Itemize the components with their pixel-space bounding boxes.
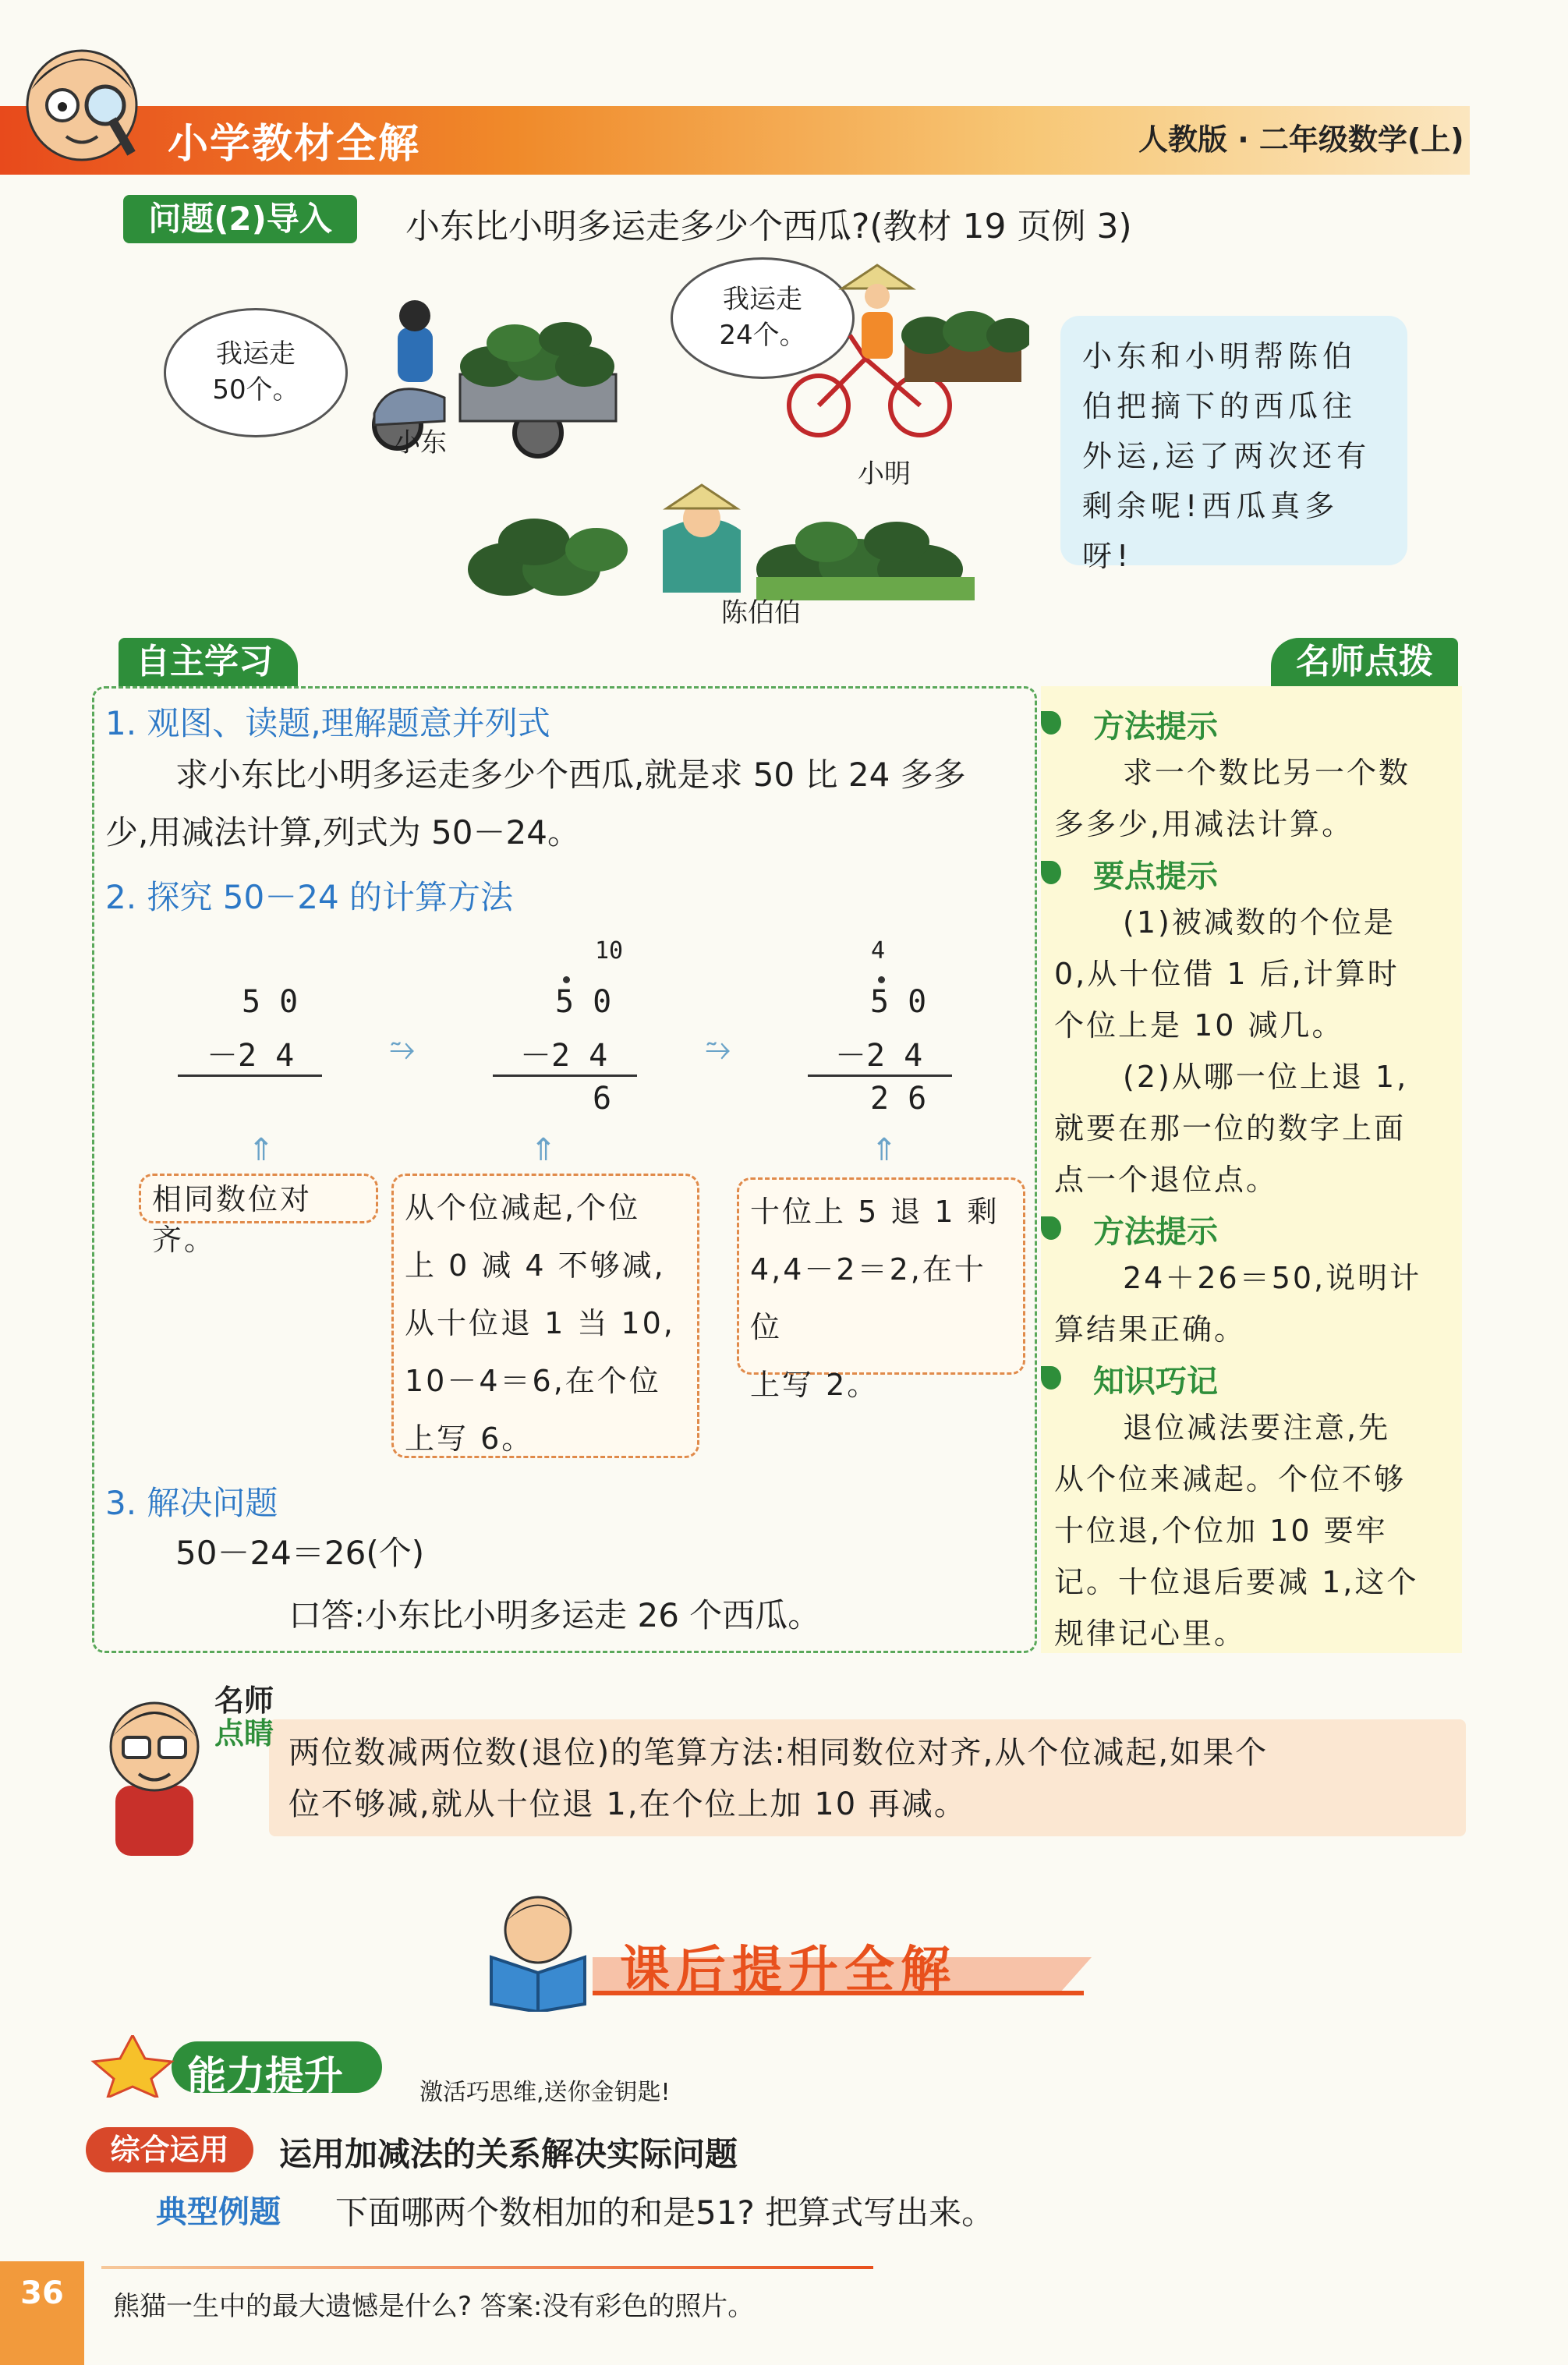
calc3-line bbox=[808, 1075, 952, 1077]
step2-title: 2. 探究 50－24 的计算方法 bbox=[105, 878, 514, 916]
expl-ones-box bbox=[391, 1174, 699, 1458]
right-arrow-icon: ⥲ bbox=[706, 1031, 731, 1067]
tip-line: 求一个数比另一个数 bbox=[1123, 756, 1411, 790]
intro-tag: 问题(2)导入 bbox=[123, 195, 357, 243]
expl-tens-box bbox=[737, 1177, 1025, 1402]
name-xiaodong: 小东 bbox=[394, 427, 447, 458]
tip-line: 多多少,用减法计算。 bbox=[1054, 807, 1354, 841]
expl-ones-line: 10－4＝6,在个位 bbox=[405, 1364, 661, 1398]
tip-line: (1)被减数的个位是 bbox=[1123, 905, 1396, 940]
calc3-subtrahend: －2 4 bbox=[835, 1038, 923, 1074]
name-xiaoming: 小明 bbox=[858, 458, 911, 490]
teacher-tips-tag: 名师点拨 bbox=[1271, 638, 1458, 686]
expl-tens-line: 十位上 5 退 1 剩 bbox=[750, 1195, 1000, 1229]
speech-bubble-xiaodong bbox=[164, 308, 348, 437]
calc2-line bbox=[493, 1075, 637, 1077]
edition-label: 人教版 · 二年级数学(上) bbox=[1138, 122, 1464, 157]
up-arrow-icon: ⇑ bbox=[530, 1132, 557, 1168]
up-arrow-icon: ⇑ bbox=[248, 1132, 274, 1168]
reading-boy-icon bbox=[468, 1887, 608, 2012]
expl-tens-line: 4,4－2＝2,在十位 bbox=[750, 1252, 986, 1344]
leaf-icon bbox=[1041, 861, 1061, 884]
right-arrow-icon: ⥲ bbox=[390, 1031, 415, 1067]
borrow-dot bbox=[563, 976, 570, 983]
ability-subtitle: 激活巧思维,送你金钥匙! bbox=[419, 2079, 671, 2106]
intro-question: 小东比小明多运走多少个西瓜?(教材 19 页例 3) bbox=[405, 207, 1132, 246]
answer: 口答:小东比小明多运走 26 个西瓜。 bbox=[288, 1596, 821, 1634]
tip-line: 从个位来减起。个位不够 bbox=[1054, 1462, 1407, 1496]
boy-mascot-icon bbox=[8, 31, 156, 179]
ability-title: 能力提升 bbox=[187, 2053, 343, 2098]
tip-line: 24＋26＝50,说明计 bbox=[1123, 1261, 1422, 1295]
example-label: 典型例题 bbox=[156, 2194, 281, 2230]
tip-line: 0,从十位借 1 后,计算时 bbox=[1054, 957, 1400, 991]
step1-line2: 少,用减法计算,列式为 50－24。 bbox=[105, 813, 580, 851]
expl-align-box bbox=[139, 1174, 378, 1257]
series-title: 小学教材全解 bbox=[168, 121, 421, 168]
tip-line: 算结果正确。 bbox=[1054, 1312, 1247, 1347]
tip-line: 规律记心里。 bbox=[1054, 1616, 1247, 1651]
calc2-result: 6 bbox=[593, 1081, 612, 1117]
leaf-icon bbox=[1041, 711, 1061, 735]
tip-line: 退位减法要注意,先 bbox=[1123, 1411, 1391, 1445]
tip-line: 就要在那一位的数字上面 bbox=[1054, 1111, 1407, 1145]
up-arrow-icon: ⇑ bbox=[871, 1132, 897, 1168]
expl-ones-line: 从十位退 1 当 10, bbox=[405, 1306, 675, 1340]
expl-ones-line: 上 0 减 4 不够减, bbox=[405, 1248, 666, 1283]
example-text: 下面哪两个数相加的和是51? 把算式写出来。 bbox=[335, 2193, 995, 2232]
page-number: 36 bbox=[20, 2275, 64, 2311]
tricycle-illustration-icon bbox=[343, 281, 624, 460]
expl-align-text: 相同数位对齐。 bbox=[152, 1182, 313, 1257]
tip-line: 十位退,个位加 10 要牢 bbox=[1054, 1514, 1388, 1548]
leaf-icon bbox=[1041, 1216, 1061, 1240]
calc2-subtrahend: －2 4 bbox=[520, 1038, 608, 1074]
tip-title: 要点提示 bbox=[1093, 859, 1218, 894]
bubble-text: 我运走50个。 bbox=[212, 338, 299, 405]
afterclass-title: 课后提升全解 bbox=[620, 1942, 957, 1999]
tip-title: 知识巧记 bbox=[1093, 1364, 1218, 1400]
expl-tens-line: 上写 2。 bbox=[750, 1368, 880, 1402]
step1-line1: 求小东比小明多运走多少个西瓜,就是求 50 比 24 多多 bbox=[175, 756, 966, 794]
tip-line: (2)从哪一位上退 1, bbox=[1123, 1060, 1409, 1094]
summary-line2: 位不够减,就从十位退 1,在个位上加 10 再减。 bbox=[288, 1786, 967, 1822]
calc2-borrow: 10 bbox=[595, 937, 624, 965]
calc2-minuend: 5 0 bbox=[555, 984, 612, 1020]
summary-badge-line2: 点睛 bbox=[214, 1716, 274, 1751]
comprehensive-tag: 综合运用 bbox=[86, 2127, 253, 2172]
bicycle-illustration-icon bbox=[772, 257, 1029, 444]
calc1-minuend: 5 0 bbox=[242, 984, 299, 1020]
name-grandpa: 陈伯伯 bbox=[721, 597, 801, 628]
teacher-mascot-icon bbox=[84, 1676, 225, 1856]
calc3-result: 2 6 bbox=[870, 1081, 927, 1117]
tip-line: 记。十位退后要减 1,这个 bbox=[1054, 1565, 1419, 1599]
expl-ones-line: 上写 6。 bbox=[405, 1421, 534, 1456]
step1-title: 1. 观图、读题,理解题意并列式 bbox=[105, 704, 550, 742]
footer-line bbox=[101, 2266, 873, 2269]
calc1-subtrahend: －2 4 bbox=[207, 1038, 295, 1074]
calc3-minuend: 5 0 bbox=[870, 984, 927, 1020]
info-box: 小东和小明帮陈伯伯把摘下的西瓜往外运,运了两次还有剩余呢!西瓜真多呀! bbox=[1060, 316, 1407, 565]
tip-line: 个位上是 10 减几。 bbox=[1054, 1008, 1344, 1043]
self-study-tag: 自主学习 bbox=[119, 638, 298, 686]
expl-ones-line: 从个位减起,个位 bbox=[405, 1191, 641, 1225]
summary-line1: 两位数减两位数(退位)的笔算方法:相同数位对齐,从个位减起,如果个 bbox=[288, 1735, 1269, 1771]
summary-badge-line1: 名师 bbox=[214, 1683, 274, 1718]
borrow-dot bbox=[878, 976, 885, 983]
watermelon-field-illustration-icon bbox=[460, 476, 975, 600]
summary-badge bbox=[214, 1684, 274, 1750]
tip-title: 方法提示 bbox=[1093, 709, 1218, 745]
leaf-icon bbox=[1041, 1366, 1061, 1390]
calc3-borrow: 4 bbox=[871, 937, 886, 965]
tip-line: 点一个退位点。 bbox=[1054, 1163, 1279, 1197]
step3-title: 3. 解决问题 bbox=[105, 1484, 278, 1522]
comprehensive-title: 运用加减法的关系解决实际问题 bbox=[279, 2135, 738, 2173]
calc1-line bbox=[178, 1075, 322, 1077]
tip-title: 方法提示 bbox=[1093, 1214, 1218, 1250]
bubble-text: 我运走24个。 bbox=[719, 284, 806, 351]
equation: 50－24＝26(个) bbox=[175, 1534, 425, 1572]
footer-riddle: 熊猫一生中的最大遗憾是什么? 答案:没有彩色的照片。 bbox=[113, 2291, 755, 2322]
summary-text bbox=[288, 1727, 1458, 1830]
